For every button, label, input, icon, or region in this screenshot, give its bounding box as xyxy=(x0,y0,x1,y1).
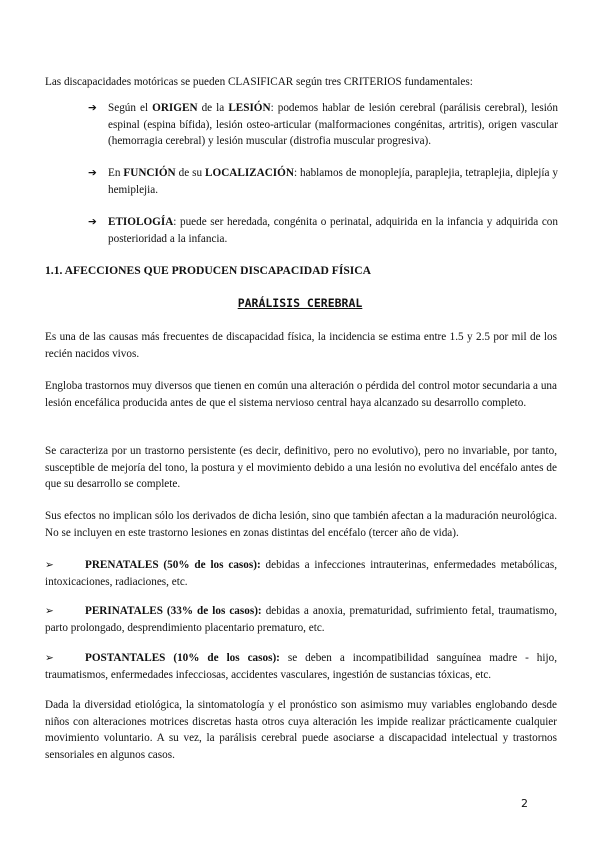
criterion-keyword: FUNCIÓN xyxy=(123,167,176,179)
paragraph: Es una de las causas más frecuentes de discapacidad física, la incidencia se estima entre 1.5 y 2.5 por mil de los recién nacidos vivos. xyxy=(45,331,557,360)
paragraph: Se caracteriza por un trastorno persistente (es decir, definitivo, pero no evolutivo), pero no invariable, por tanto, susceptible de mejoría del tono, la postura y el movimiento debido a una lesión no evolutiva del encéfalo antes de que su desarrollo se complete. xyxy=(45,445,557,490)
triangle-bullet-icon: ➢ xyxy=(45,559,54,571)
arrow-bullet-icon: ➔ xyxy=(88,216,97,228)
criterion-keyword: ETIOLOGÍA xyxy=(108,216,174,228)
cause-label: PRENATALES (50% de los casos): xyxy=(85,559,261,571)
cause-item-postantales xyxy=(45,650,557,683)
closing-paragraph: Dada la diversidad etiológica, la sintomatología y el pronóstico son asimismo muy variables englobando desde niños con alteraciones motrices discretas hasta otros cuya alteración les impide realizar prácticamente cualquier movimiento voluntario. A su vez, la parálisis cerebral puede asociarse a discapacidad intelectual y trastornos sensoriales en algunos casos. xyxy=(45,699,557,761)
criterion-rest: : hablamos de monoplejía, paraplejia, tetraplejia, diplejía y hemiplejia. xyxy=(108,167,558,196)
criterion-mid: de la xyxy=(197,102,229,114)
criterion-etiologia xyxy=(88,214,558,247)
paragraph: Engloba trastornos muy diversos que tienen en común una alteración o pérdida del control motor secundaria a una lesión encefálica producida antes de que el sistema nervioso central haya alcanzado su desarrollo completo. xyxy=(45,380,557,409)
cause-item-prenatales xyxy=(45,557,557,590)
criterion-pre: En xyxy=(108,167,124,179)
criterion-rest: : podemos hablar de lesión cerebral (parálisis cerebral), lesión espinal (espina bífida), lesión osteo-articular (malformaciones congénitas, artritis), origen vascular (hemorragia cerebral) y lesión muscular (distrofia muscular progresiva). xyxy=(108,102,558,147)
intro-text: Las discapacidades motóricas se pueden CLASIFICAR según tres CRITERIOS fundamentales: xyxy=(45,76,473,88)
criterion-mid: de su xyxy=(175,167,206,179)
criterion-origen xyxy=(88,100,558,150)
arrow-bullet-icon: ➔ xyxy=(88,167,97,179)
section-heading: 1.1. AFECCIONES QUE PRODUCEN DISCAPACIDAD FÍSICA xyxy=(45,264,372,277)
criterion-rest: : puede ser heredada, congénita o perinatal, adquirida en la infancia y adquirida con posterioridad a la infancia. xyxy=(108,216,558,245)
arrow-bullet-icon: ➔ xyxy=(88,102,97,114)
criterion-pre: Según el xyxy=(108,102,153,114)
cause-text: debidas a anoxia, prematuridad, sufrimiento fetal, traumatismo, parto prolongado, desprendimiento placentario prematuro, etc. xyxy=(45,605,557,634)
criterion-funcion xyxy=(88,165,558,198)
page-subtitle: PARÁLISIS CEREBRAL xyxy=(237,296,363,310)
cause-label: PERINATALES (33% de los casos): xyxy=(85,605,262,617)
cause-label: POSTANTALES (10% de los casos): xyxy=(85,652,280,664)
paragraph: Sus efectos no implican sólo los derivados de dicha lesión, sino que también afectan a la maduración neurológica. No se incluyen en este trastorno lesiones en zonas distintas del encéfalo (tercer año de vida). xyxy=(45,510,557,539)
triangle-bullet-icon: ➢ xyxy=(45,605,54,617)
cause-text: debidas a infecciones intrauterinas, enfermedades metabólicas, intoxicaciones, radiaciones, etc. xyxy=(45,559,557,588)
criterion-keyword-2: LOCALIZACIÓN xyxy=(205,167,294,179)
triangle-bullet-icon: ➢ xyxy=(45,652,54,664)
page-number: 2 xyxy=(521,797,528,810)
cause-text: se deben a incompatibilidad sanguínea madre - hijo, traumatismos, enfermedades infecciosas, accidentes vasculares, ingestión de sustancias tóxicas, etc. xyxy=(45,652,558,681)
cause-item-perinatales xyxy=(45,603,557,636)
criterion-keyword: ORIGEN xyxy=(152,102,198,114)
criterion-keyword-2: LESIÓN xyxy=(228,102,271,114)
